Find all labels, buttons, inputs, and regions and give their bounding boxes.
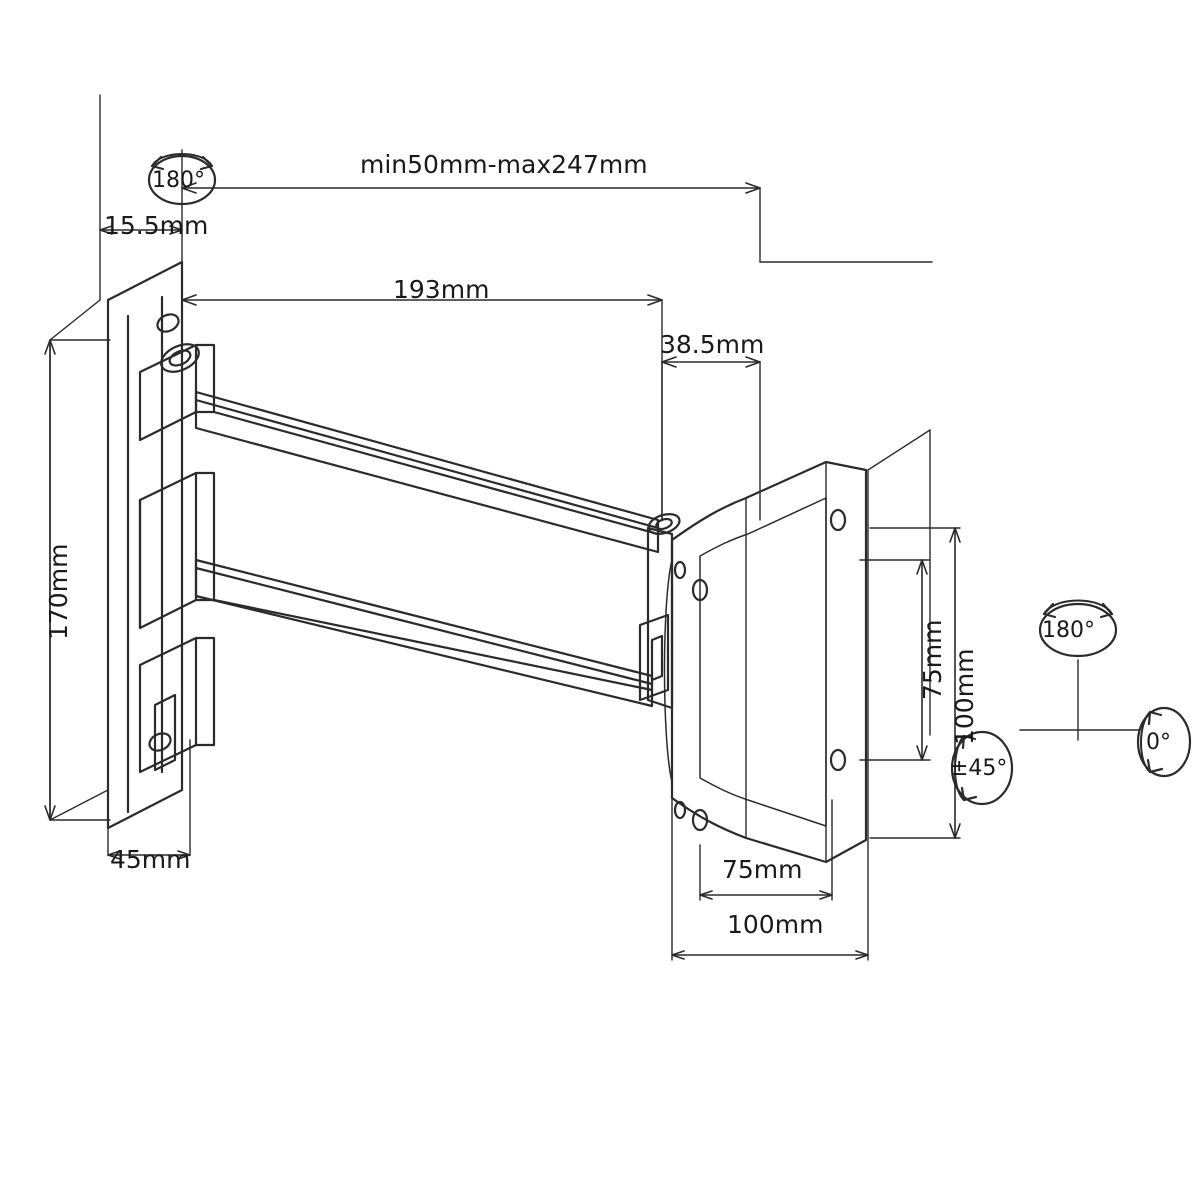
dimension-label-arm-length: 193mm (393, 275, 490, 304)
center-joint (640, 510, 682, 708)
dimension-label-vesa-width-100: 100mm (727, 910, 824, 939)
dimension-label-wall-plate-thickness: 15.5mm (104, 211, 209, 240)
dimension-label-vesa-width-75: 75mm (722, 855, 803, 884)
vesa-screen-plate (665, 462, 867, 862)
wall-hinge-knuckles (140, 339, 214, 772)
dimension-label-wall-plate-height: 170mm (44, 543, 73, 640)
rotation-badge-rotate-label: 0° (1146, 730, 1171, 755)
wall-plate (108, 262, 182, 828)
rotation-badge-screen-swivel-label: 180° (1042, 618, 1095, 643)
rotation-badge-tilt-label: ±45° (950, 756, 1008, 781)
dimension-label-vesa-height-75: 75mm (918, 619, 947, 700)
rotation-badge-wall-swivel-label: 180° (152, 168, 205, 193)
dimension-label-vesa-height-100: 100mm (950, 648, 979, 745)
dimension-label-wall-plate-depth: 45mm (110, 845, 191, 874)
dimension-label-plate-offset: 38.5mm (660, 330, 765, 359)
dimension-label-extension-range: min50mm-max247mm (360, 150, 648, 179)
extension-arms (196, 392, 658, 706)
